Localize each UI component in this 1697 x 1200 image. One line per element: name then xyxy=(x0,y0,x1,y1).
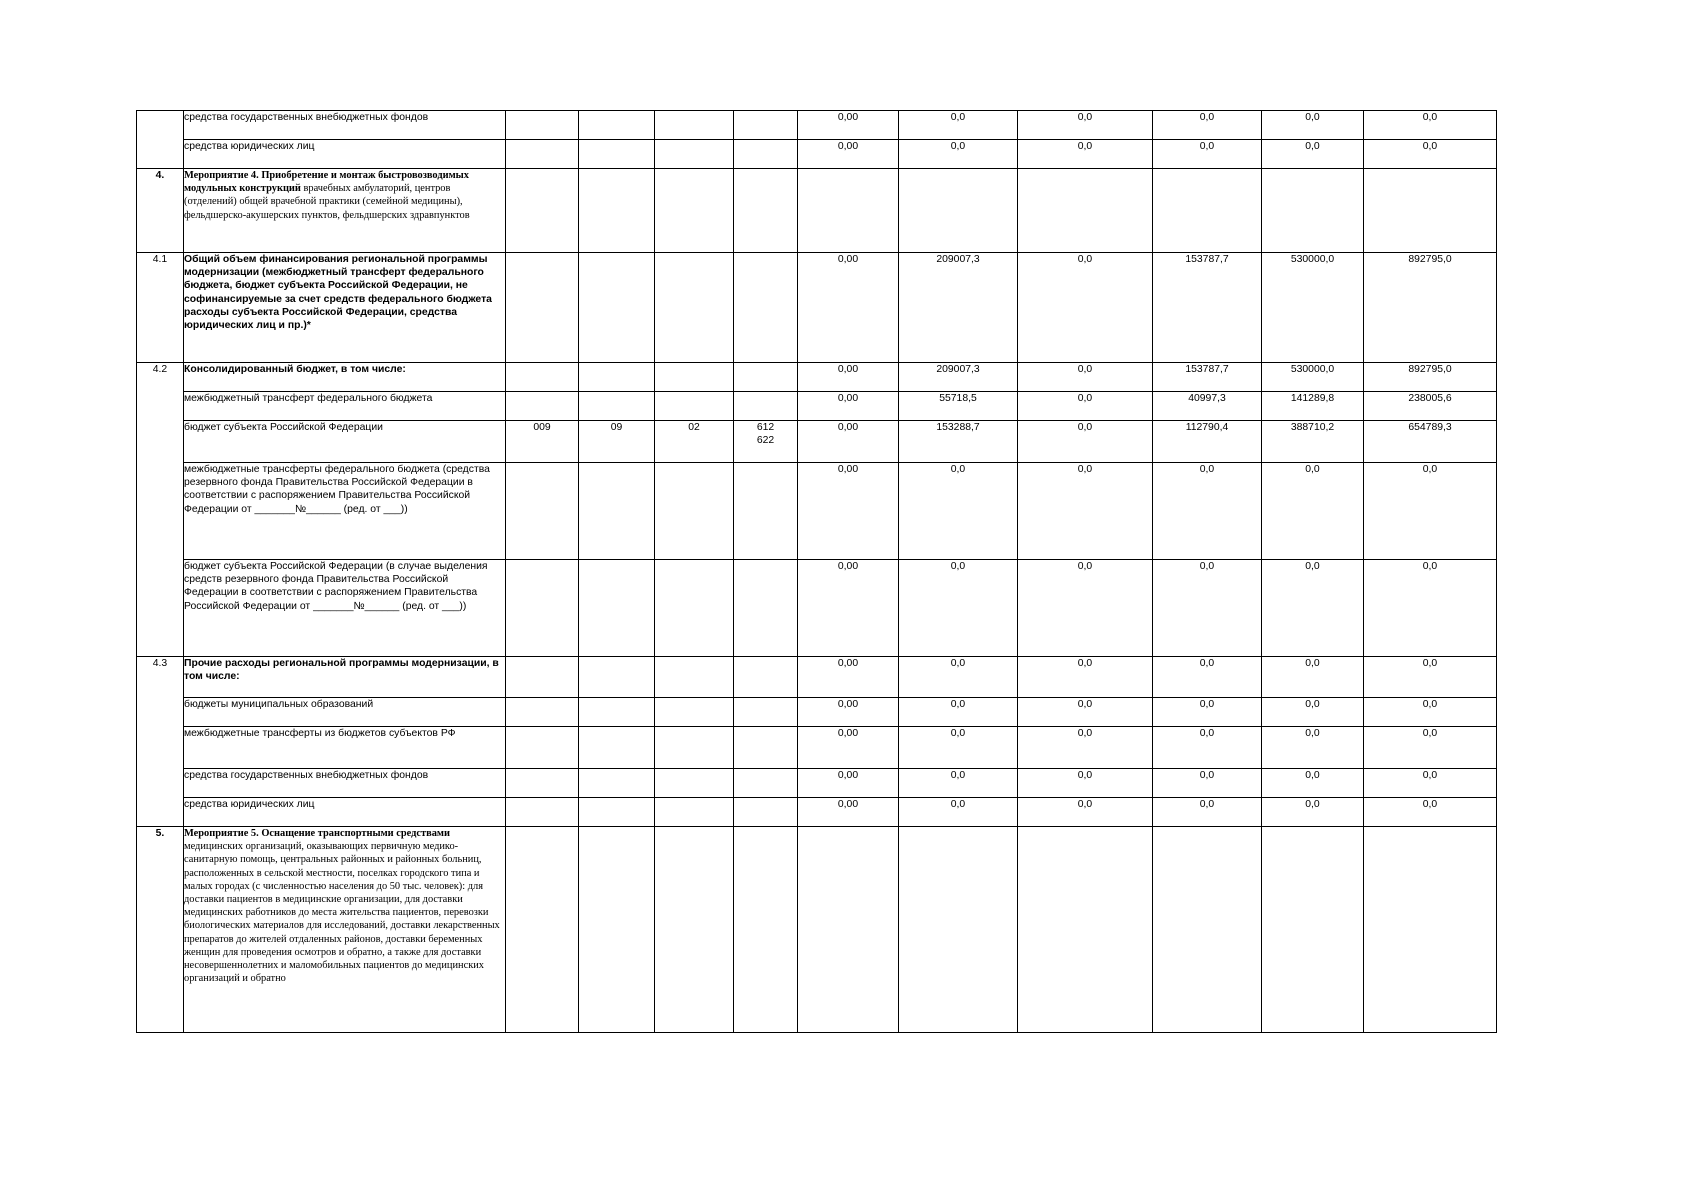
value-cell: 0,0 xyxy=(1364,798,1497,827)
value-cell: 0,00 xyxy=(798,363,899,392)
value-cell: 0,00 xyxy=(798,769,899,798)
row-label: средства юридических лиц xyxy=(184,140,506,169)
table-row xyxy=(137,698,1497,727)
value-cell: 0,0 xyxy=(1153,463,1262,560)
table-row-measure-4 xyxy=(137,169,1497,253)
measure-title: Мероприятие 4. Приобретение и монтаж быстровозводимых модульных конструкций xyxy=(184,170,469,195)
value-cell: 0,00 xyxy=(798,392,899,421)
table-row xyxy=(137,727,1497,769)
value-cell: 153288,7 xyxy=(899,421,1018,463)
value-cell: 0,00 xyxy=(798,463,899,560)
row-label: Консолидированный бюджет, в том числе: xyxy=(184,363,506,392)
row-label: межбюджетные трансферты федерального бюджета (средства резервного фонда Правительства Российской Федерации в соответствии с распоряжением Правительства Российской Федерации от _______№______ (ред. от ___)) xyxy=(184,463,506,560)
row-label: межбюджетные трансферты из бюджетов субъектов РФ xyxy=(184,727,506,769)
value-cell: 0,0 xyxy=(899,698,1018,727)
value-cell: 0,0 xyxy=(1153,769,1262,798)
value-cell: 0,00 xyxy=(798,140,899,169)
value-cell: 0,0 xyxy=(1018,111,1153,140)
value-cell: 209007,3 xyxy=(899,363,1018,392)
value-cell: 0,0 xyxy=(1153,560,1262,657)
measure-description xyxy=(184,827,506,1033)
value-cell: 0,0 xyxy=(899,111,1018,140)
value-cell: 40997,3 xyxy=(1153,392,1262,421)
table-row xyxy=(137,111,1497,140)
value-cell: 0,0 xyxy=(1018,727,1153,769)
table-row xyxy=(137,560,1497,657)
row-label: Общий объем финансирования региональной программы модернизации (межбюджетный трансферт федерального бюджета, бюджет субъекта Российской Федерации, не софинансируемые за счет средств федерального бюджета расходы субъекта Российской Федерации, средства юридических лиц и пр.)* xyxy=(184,253,506,363)
value-cell: 209007,3 xyxy=(899,253,1018,363)
value-cell: 0,0 xyxy=(1018,140,1153,169)
measure-description xyxy=(184,169,506,253)
measure-detail: врачебных амбулаторий, центров (отделений) общей врачебной практики (семейной медицины), фельдшерско-акушерских пунктов, фельдшерских здравпунктов xyxy=(184,183,470,221)
value-cell: 0,0 xyxy=(1018,363,1153,392)
row-label: Прочие расходы региональной программы модернизации, в том числе: xyxy=(184,657,506,698)
code-line: 622 xyxy=(756,435,775,447)
row-index: 4.2 xyxy=(137,363,184,657)
row-label: межбюджетный трансферт федерального бюджета xyxy=(184,392,506,421)
value-cell: 0,0 xyxy=(899,560,1018,657)
value-cell: 0,0 xyxy=(1018,560,1153,657)
row-label: средства государственных внебюджетных фондов xyxy=(184,769,506,798)
value-cell: 0,0 xyxy=(1364,140,1497,169)
value-cell: 0,0 xyxy=(1262,560,1364,657)
value-cell: 0,0 xyxy=(1018,253,1153,363)
value-cell: 0,0 xyxy=(1018,798,1153,827)
value-cell: 0,0 xyxy=(1262,463,1364,560)
measure-number: 5. xyxy=(137,827,184,1033)
table-row xyxy=(137,657,1497,698)
table-row-measure-5 xyxy=(137,827,1497,1033)
value-cell: 0,0 xyxy=(899,798,1018,827)
value-cell: 0,0 xyxy=(1153,698,1262,727)
value-cell: 55718,5 xyxy=(899,392,1018,421)
value-cell: 0,0 xyxy=(1018,698,1153,727)
code-line: 612 xyxy=(756,422,775,433)
value-cell: 0,0 xyxy=(1153,657,1262,698)
value-cell: 0,0 xyxy=(1364,463,1497,560)
table-row xyxy=(137,392,1497,421)
measure-title: Мероприятие 5. Оснащение транспортными средствами xyxy=(184,828,450,839)
value-cell: 112790,4 xyxy=(1153,421,1262,463)
measure-number: 4. xyxy=(137,169,184,253)
value-cell: 153787,7 xyxy=(1153,253,1262,363)
table-row xyxy=(137,463,1497,560)
value-cell: 0,0 xyxy=(1018,657,1153,698)
value-cell: 0,0 xyxy=(1364,560,1497,657)
value-cell: 0,0 xyxy=(899,463,1018,560)
code-cell xyxy=(734,421,798,463)
value-cell: 530000,0 xyxy=(1262,253,1364,363)
table-row xyxy=(137,253,1497,363)
value-cell: 0,0 xyxy=(1262,140,1364,169)
value-cell: 892795,0 xyxy=(1364,363,1497,392)
value-cell: 0,0 xyxy=(1153,798,1262,827)
value-cell: 0,00 xyxy=(798,727,899,769)
value-cell: 0,00 xyxy=(798,698,899,727)
value-cell: 0,00 xyxy=(798,798,899,827)
value-cell: 0,0 xyxy=(1153,111,1262,140)
value-cell: 0,0 xyxy=(1364,111,1497,140)
value-cell: 0,0 xyxy=(1364,769,1497,798)
value-cell: 0,0 xyxy=(1153,140,1262,169)
row-label: средства государственных внебюджетных фондов xyxy=(184,111,506,140)
value-cell: 654789,3 xyxy=(1364,421,1497,463)
value-cell: 0,0 xyxy=(1018,421,1153,463)
row-index: 4.3 xyxy=(137,657,184,827)
value-cell: 0,0 xyxy=(1364,657,1497,698)
code-cell: 02 xyxy=(655,421,734,463)
value-cell: 0,00 xyxy=(798,421,899,463)
value-cell: 0,00 xyxy=(798,253,899,363)
value-cell: 0,0 xyxy=(1018,769,1153,798)
index-cell xyxy=(137,111,184,169)
value-cell: 0,00 xyxy=(798,657,899,698)
code-cell: 09 xyxy=(579,421,655,463)
value-cell: 0,0 xyxy=(899,727,1018,769)
value-cell: 0,0 xyxy=(1262,111,1364,140)
value-cell: 0,00 xyxy=(798,560,899,657)
value-cell: 0,0 xyxy=(1153,727,1262,769)
value-cell: 0,0 xyxy=(1262,727,1364,769)
value-cell: 0,0 xyxy=(1262,798,1364,827)
table-row xyxy=(137,140,1497,169)
row-index: 4.1 xyxy=(137,253,184,363)
value-cell: 0,0 xyxy=(1262,698,1364,727)
value-cell: 0,0 xyxy=(1262,769,1364,798)
table-row xyxy=(137,363,1497,392)
value-cell: 0,0 xyxy=(1018,463,1153,560)
row-label: бюджет субъекта Российской Федерации (в случае выделения средств резервного фонда Правительства Российской Федерации в соответствии с распоряжением Правительства Российской Федерации от _______№______ (ред. от ___)) xyxy=(184,560,506,657)
value-cell: 153787,7 xyxy=(1153,363,1262,392)
value-cell: 0,0 xyxy=(1018,392,1153,421)
table-row xyxy=(137,798,1497,827)
value-cell: 0,0 xyxy=(899,769,1018,798)
row-label: бюджет субъекта Российской Федерации xyxy=(184,421,506,463)
value-cell: 0,0 xyxy=(899,140,1018,169)
value-cell: 0,0 xyxy=(1364,698,1497,727)
row-label: бюджеты муниципальных образований xyxy=(184,698,506,727)
value-cell: 141289,8 xyxy=(1262,392,1364,421)
value-cell: 388710,2 xyxy=(1262,421,1364,463)
code-cell: 009 xyxy=(506,421,579,463)
measure-detail: медицинских организаций, оказывающих первичную медико-санитарную помощь, центральных районных и районных больниц, расположенных в сельской местности, поселках городского типа и малых городах (с численностью населения до 50 тыс. человек): для доставки пациентов в медицинские организации, для доставки медицинских работников до места жительства пациентов, перевозки биологических материалов для исследований, доставки лекарственных препаратов до жителей отдаленных районов, доставки беременных женщин для проведения осмотров и обратно, а также для доставки несовершеннолетних и маломобильных пациентов до медицинских организаций и обратно xyxy=(184,841,500,985)
value-cell: 0,0 xyxy=(899,657,1018,698)
financing-table-sheet xyxy=(136,110,1496,1024)
value-cell: 0,0 xyxy=(1364,727,1497,769)
value-cell: 0,00 xyxy=(798,111,899,140)
value-cell: 0,0 xyxy=(1262,657,1364,698)
value-cell: 530000,0 xyxy=(1262,363,1364,392)
table-row xyxy=(137,769,1497,798)
row-label: средства юридических лиц xyxy=(184,798,506,827)
value-cell: 892795,0 xyxy=(1364,253,1497,363)
table-row xyxy=(137,421,1497,463)
value-cell: 238005,6 xyxy=(1364,392,1497,421)
financing-table xyxy=(136,110,1497,1033)
